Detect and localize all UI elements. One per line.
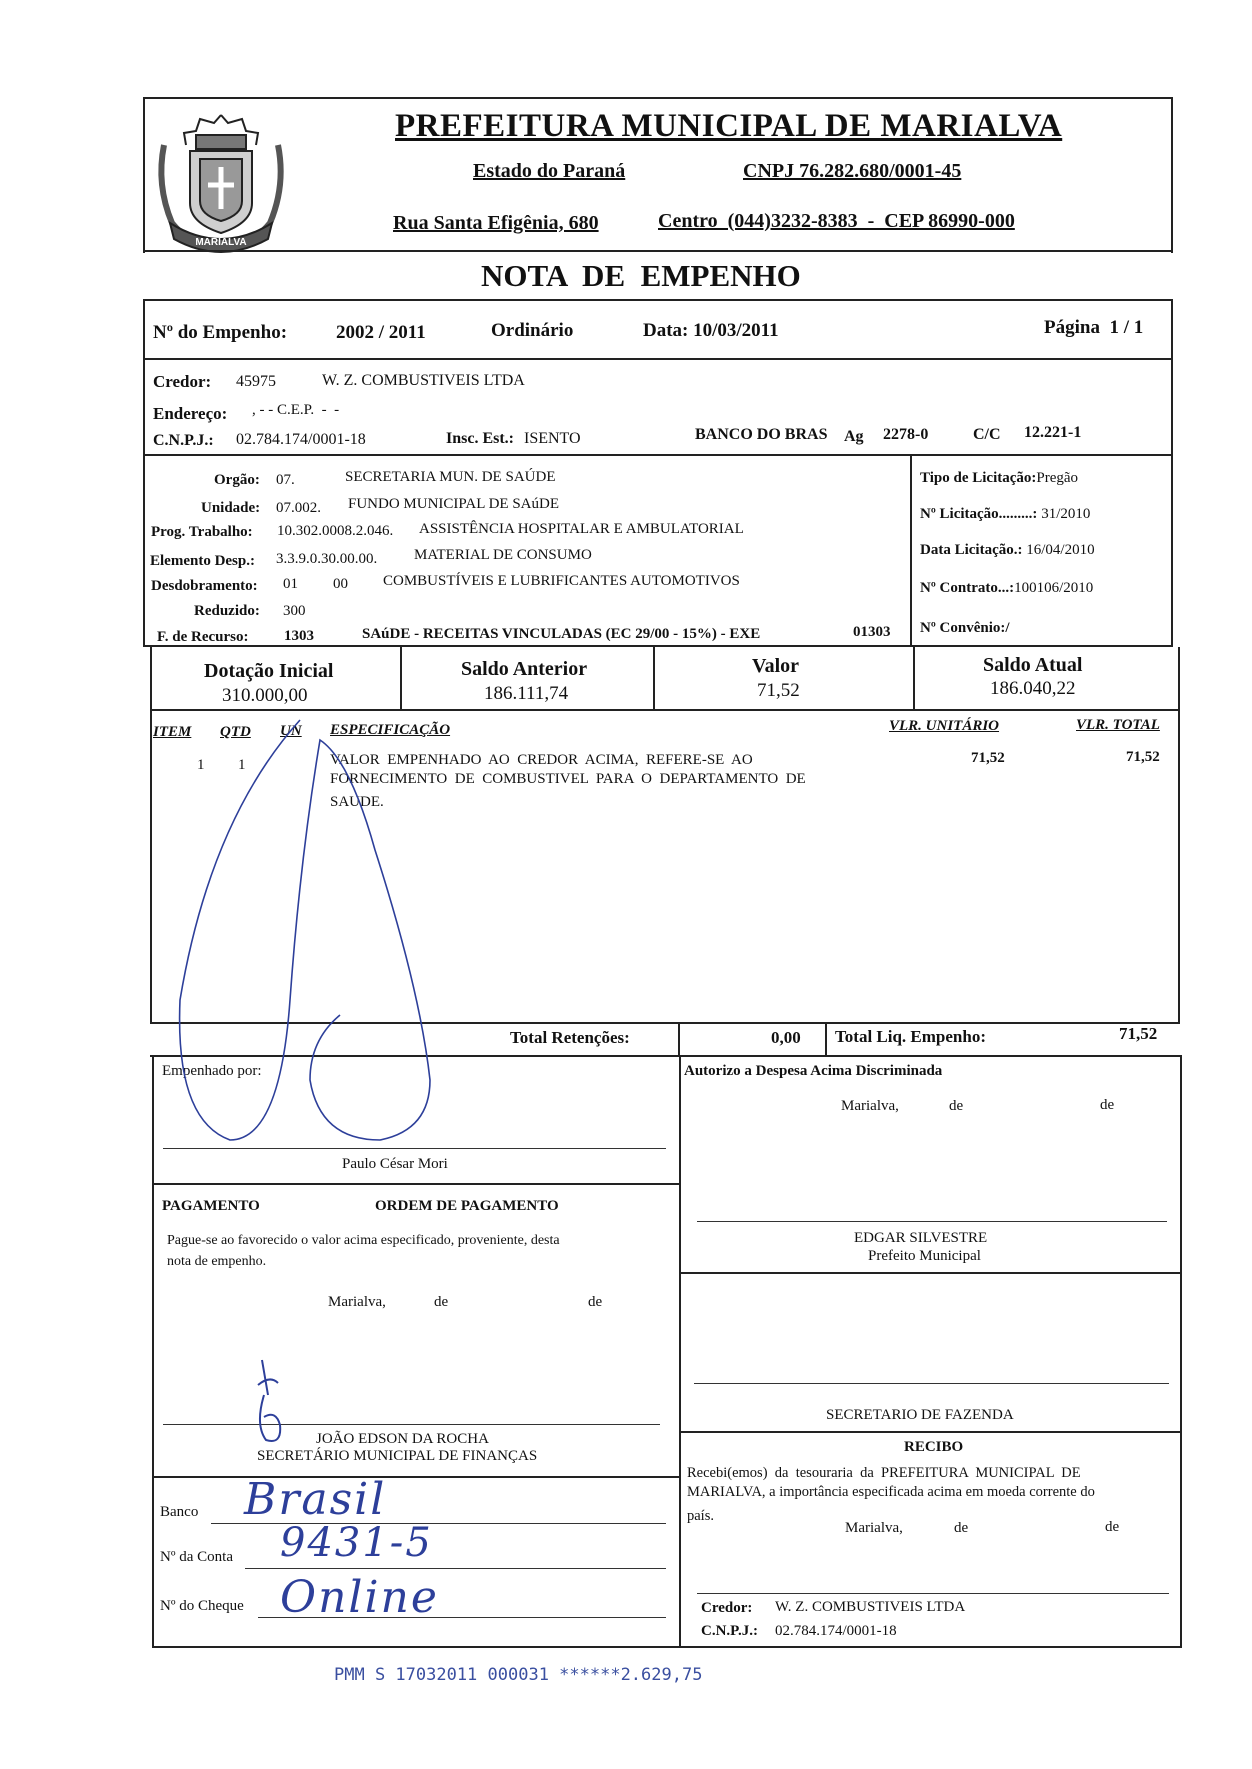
dotacao-value: 310.000,00 bbox=[222, 685, 308, 706]
item-qtd: 1 bbox=[238, 757, 246, 773]
credor-address: , - - C.E.P. - - bbox=[252, 402, 340, 418]
contrato-label bbox=[920, 580, 1093, 597]
prefeito-name: EDGAR SILVESTRE bbox=[854, 1230, 988, 1246]
insc-est-label: Insc. Est.: bbox=[446, 430, 515, 447]
handwritten-signature-oval bbox=[150, 700, 470, 1160]
handwritten-conta: 9431-5 bbox=[280, 1520, 433, 1566]
divider bbox=[653, 647, 655, 709]
signature-line bbox=[163, 1424, 660, 1425]
item-total-value: 71,52 bbox=[1126, 749, 1160, 765]
recurso-code2: 01303 bbox=[853, 624, 891, 640]
credor-cnpj: 02.784.174/0001-18 bbox=[236, 431, 366, 448]
credor-cnpj-label: C.N.P.J.: bbox=[153, 432, 214, 449]
cnpj-label: CNPJ 76.282.680/0001-45 bbox=[743, 160, 962, 182]
reduzido-label: Reduzido: bbox=[194, 603, 260, 619]
payment-stamp: PMM S 17032011 000031 ******2.629,75 bbox=[334, 1665, 703, 1685]
recibo-credor-label: Credor: bbox=[701, 1600, 753, 1616]
col-un: UN bbox=[280, 723, 302, 739]
unidade-name: FUNDO MUNICIPAL DE SAúDE bbox=[348, 496, 559, 512]
street-address: Rua Santa Efigênia, 680 bbox=[393, 212, 599, 234]
pagamento-text2: nota de empenho. bbox=[167, 1254, 267, 1269]
pagamento-place: Marialva, bbox=[328, 1294, 386, 1310]
recibo-cnpj-label: C.N.P.J.: bbox=[701, 1623, 758, 1639]
empenho-number: 2002 / 2011 bbox=[336, 322, 426, 343]
divider bbox=[152, 1183, 680, 1185]
divider bbox=[678, 1022, 680, 1056]
municipality-title: PREFEITURA MUNICIPAL DE MARIALVA bbox=[395, 108, 1063, 144]
elemento-label: Elemento Desp.: bbox=[150, 553, 255, 569]
licitacao-tipo: Tipo de Licitação: bbox=[920, 470, 1037, 486]
secretario-financas-name: JOÃO EDSON DA ROCHA bbox=[316, 1431, 489, 1447]
recibo-de1: de bbox=[954, 1520, 969, 1536]
col-vlr-total: VLR. TOTAL bbox=[1076, 717, 1160, 733]
insc-est: ISENTO bbox=[524, 430, 581, 447]
secretario-financas-role: SECRETÁRIO MUNICIPAL DE FINANÇAS bbox=[257, 1448, 538, 1464]
retencoes-label: Total Retenções: bbox=[510, 1028, 630, 1047]
account-number: 12.221-1 bbox=[1024, 424, 1082, 441]
recibo-text2: MARIALVA, a importância especificada acima em moeda corrente do bbox=[687, 1484, 1095, 1500]
recibo-text1: Recebi(emos) da tesouraria da PREFEITURA MUNICIPAL DE bbox=[687, 1465, 1081, 1481]
handwritten-initial bbox=[250, 1355, 310, 1465]
prefeito-role: Prefeito Municipal bbox=[868, 1248, 981, 1264]
agency-label: Ag bbox=[844, 428, 864, 445]
credor-label: Credor: bbox=[153, 372, 212, 391]
signature-line bbox=[697, 1221, 1167, 1222]
orgao-code: 07. bbox=[276, 472, 295, 488]
liq-empenho-label: Total Liq. Empenho: bbox=[835, 1027, 986, 1046]
item-desc-line1: VALOR EMPENHADO AO CREDOR ACIMA, REFERE-SE AO bbox=[330, 752, 753, 768]
district-phone-cep: Centro (044)3232-8383 - CEP 86990-000 bbox=[658, 210, 1015, 232]
dotacao-label: Dotação Inicial bbox=[204, 660, 334, 682]
autorizo-de1: de bbox=[949, 1098, 964, 1114]
autorizo-place: Marialva, bbox=[841, 1098, 899, 1114]
agency-number: 2278-0 bbox=[883, 426, 929, 443]
desdobramento-label: Desdobramento: bbox=[151, 578, 258, 594]
desdobramento-code1: 01 bbox=[283, 576, 298, 592]
conta-line bbox=[245, 1568, 666, 1569]
pagamento-de1: de bbox=[434, 1294, 449, 1310]
convenio-label: Nº Convênio:/ bbox=[920, 620, 1010, 636]
contrato: Nº Contrato...: bbox=[920, 580, 1015, 596]
divider bbox=[680, 1272, 1180, 1274]
reduzido-value: 300 bbox=[283, 603, 306, 619]
licitacao-data: Data Licitação.: bbox=[920, 542, 1023, 558]
elemento-code: 3.3.9.0.30.00.00. bbox=[276, 551, 378, 567]
divider bbox=[910, 454, 912, 647]
licitacao-tipo-value: Pregão bbox=[1036, 470, 1079, 486]
recibo-text3: país. bbox=[687, 1508, 714, 1524]
licitacao-numero-value: 31/2010 bbox=[1041, 506, 1091, 522]
coat-of-arms-seal bbox=[150, 105, 292, 255]
credor-code: 45975 bbox=[236, 373, 276, 390]
recurso-code: 1303 bbox=[284, 628, 314, 644]
state-label: Estado do Paraná bbox=[473, 160, 626, 182]
pagamento-label: PAGAMENTO bbox=[162, 1198, 260, 1214]
prog-label: Prog. Trabalho: bbox=[151, 524, 253, 540]
cheque-label: Nº do Cheque bbox=[160, 1598, 244, 1614]
divider bbox=[913, 647, 915, 709]
saldo-atual-value: 186.040,22 bbox=[990, 678, 1076, 699]
unidade-label: Unidade: bbox=[201, 500, 261, 516]
conta-label: Nº da Conta bbox=[160, 1549, 233, 1565]
recibo-de2: de bbox=[1105, 1519, 1120, 1535]
prog-name: ASSISTÊNCIA HOSPITALAR E AMBULATORIAL bbox=[419, 521, 744, 537]
prog-code: 10.302.0008.2.046. bbox=[277, 523, 394, 539]
ordem-pagamento-label: ORDEM DE PAGAMENTO bbox=[375, 1198, 559, 1214]
licitacao-data-label bbox=[920, 542, 1095, 559]
credor-name: W. Z. COMBUSTIVEIS LTDA bbox=[322, 372, 525, 389]
item-desc-line2: FORNECIMENTO DE COMBUSTIVEL PARA O DEPARTAMENTO DE bbox=[330, 771, 806, 787]
svg-text:MARIALVA: MARIALVA bbox=[195, 237, 247, 248]
saldo-atual-label: Saldo Atual bbox=[983, 654, 1083, 676]
handwritten-banco: Brasil bbox=[244, 1474, 387, 1525]
desdobramento-code2: 00 bbox=[333, 576, 348, 592]
recibo-label: RECIBO bbox=[904, 1439, 964, 1455]
recibo-credor: W. Z. COMBUSTIVEIS LTDA bbox=[775, 1599, 966, 1615]
handwritten-cheque: Online bbox=[280, 1572, 439, 1623]
recibo-place: Marialva, bbox=[845, 1520, 903, 1536]
recurso-label: F. de Recurso: bbox=[157, 629, 249, 645]
empenho-date: Data: 10/03/2011 bbox=[643, 320, 779, 341]
contrato-value: 100106/2010 bbox=[1014, 580, 1094, 596]
banco-label: Banco bbox=[160, 1504, 199, 1520]
bank-name: BANCO DO BRAS bbox=[695, 426, 828, 443]
licitacao-numero: Nº Licitação.........: bbox=[920, 506, 1038, 522]
secretario-fazenda: SECRETARIO DE FAZENDA bbox=[826, 1407, 1014, 1423]
item-unit-value: 71,52 bbox=[971, 750, 1005, 766]
divider bbox=[143, 250, 1173, 252]
valor-label: Valor bbox=[752, 655, 800, 677]
desdobramento-name: COMBUSTÍVEIS E LUBRIFICANTES AUTOMOTIVOS bbox=[383, 573, 740, 589]
licitacao-numero-label bbox=[920, 506, 1090, 523]
pagamento-de2: de bbox=[588, 1294, 603, 1310]
divider bbox=[152, 1476, 680, 1478]
address-label: Endereço: bbox=[153, 404, 228, 423]
retencoes-value: 0,00 bbox=[771, 1028, 801, 1047]
licitacao-tipo-label bbox=[920, 470, 1078, 487]
document-title: NOTA DE EMPENHO bbox=[481, 258, 801, 293]
unidade-code: 07.002. bbox=[276, 500, 321, 516]
item-number: 1 bbox=[197, 757, 205, 773]
item-desc-line3: SAUDE. bbox=[330, 794, 384, 810]
liq-empenho-value: 71,52 bbox=[1119, 1024, 1158, 1043]
elemento-name: MATERIAL DE CONSUMO bbox=[414, 547, 592, 563]
empenho-type: Ordinário bbox=[491, 320, 574, 341]
saldo-anterior-value: 186.111,74 bbox=[484, 683, 569, 704]
empenhado-label: Empenhado por: bbox=[162, 1063, 262, 1079]
col-vlr-unitario: VLR. UNITÁRIO bbox=[889, 718, 1000, 734]
licitacao-data-value: 16/04/2010 bbox=[1026, 542, 1095, 558]
autorizo-de2: de bbox=[1100, 1097, 1115, 1113]
divider bbox=[680, 1431, 1180, 1433]
recurso-name: SAúDE - RECEITAS VINCULADAS (EC 29/00 - 15%) - EXE bbox=[362, 626, 761, 642]
col-especificacao: ESPECIFICAÇÃO bbox=[330, 722, 451, 738]
divider bbox=[679, 1055, 681, 1646]
orgao-label: Orgão: bbox=[214, 472, 260, 488]
signature-line bbox=[694, 1383, 1169, 1384]
empenho-number-label: Nº do Empenho: bbox=[153, 322, 288, 343]
col-qtd: QTD bbox=[220, 724, 251, 740]
saldo-anterior-label: Saldo Anterior bbox=[461, 658, 588, 680]
pagamento-text1: Pague-se ao favorecido o valor acima especificado, proveniente, desta bbox=[167, 1233, 560, 1248]
valor-value: 71,52 bbox=[757, 680, 800, 701]
col-item: ITEM bbox=[153, 724, 192, 740]
recibo-cnpj: 02.784.174/0001-18 bbox=[775, 1623, 897, 1639]
page-number: Página 1 / 1 bbox=[1044, 317, 1144, 338]
orgao-name: SECRETARIA MUN. DE SAÚDE bbox=[345, 469, 556, 485]
empenhado-signer: Paulo César Mori bbox=[342, 1156, 448, 1172]
autorizo-label: Autorizo a Despesa Acima Discriminada bbox=[684, 1063, 943, 1079]
signature-line bbox=[697, 1593, 1169, 1594]
account-label: C/C bbox=[973, 426, 1001, 443]
divider bbox=[825, 1022, 827, 1056]
